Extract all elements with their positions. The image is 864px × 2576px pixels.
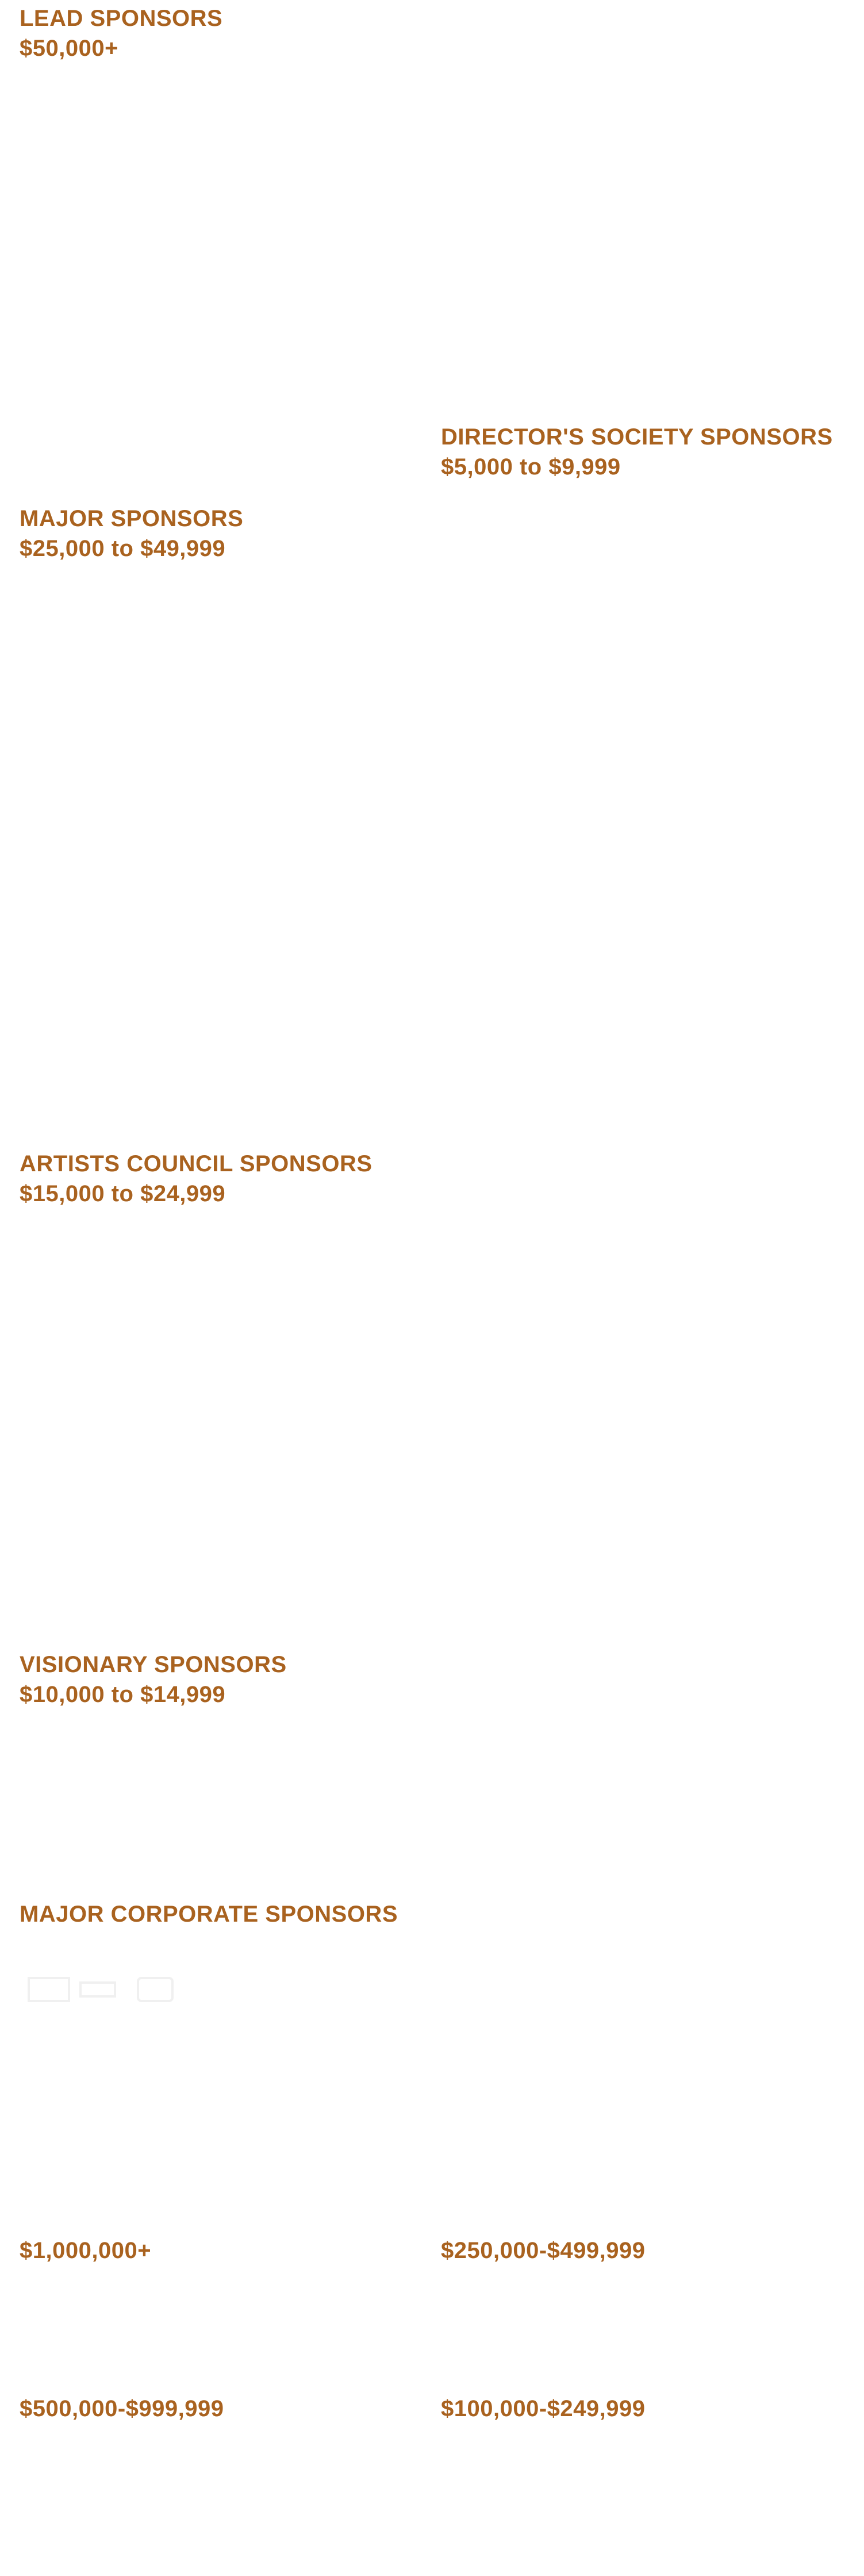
major-sponsors-heading: [20, 504, 243, 564]
directors-society-range: $5,000 to $9,999: [441, 454, 621, 480]
major-sponsors-title: MAJOR SPONSORS: [20, 506, 244, 531]
tier-100k-heading: $100,000-$249,999: [441, 2396, 646, 2421]
visionary-sponsors-title: VISIONARY SPONSORS: [20, 1652, 287, 1677]
major-corporate-sponsors-heading: [20, 1899, 398, 1929]
visionary-sponsors-range: $10,000 to $14,999: [20, 1682, 226, 1707]
artists-council-title: ARTISTS COUNCIL SPONSORS: [20, 1151, 373, 1176]
tier-250k-heading: $250,000-$499,999: [441, 2238, 646, 2263]
lead-sponsors-title: LEAD SPONSORS: [20, 6, 223, 31]
major-corporate-title: MAJOR CORPORATE SPONSORS: [20, 1902, 398, 1927]
directors-society-title: DIRECTOR'S SOCIETY SPONSORS: [441, 424, 833, 450]
corporate-logo-strip: [23, 1966, 195, 2012]
visionary-sponsors-heading: [20, 1650, 287, 1709]
tier-500k-heading: $500,000-$999,999: [20, 2396, 224, 2421]
tier-1m-heading: $1,000,000+: [20, 2238, 152, 2263]
lead-sponsors-range: $50,000+: [20, 36, 118, 61]
directors-society-sponsors-heading: [441, 422, 833, 482]
artists-council-sponsors-heading: [20, 1149, 373, 1209]
artists-council-range: $15,000 to $24,999: [20, 1181, 226, 1206]
lead-sponsors-heading: [20, 3, 222, 63]
major-sponsors-range: $25,000 to $49,999: [20, 536, 226, 561]
faint-logos-image: [23, 1966, 195, 2012]
